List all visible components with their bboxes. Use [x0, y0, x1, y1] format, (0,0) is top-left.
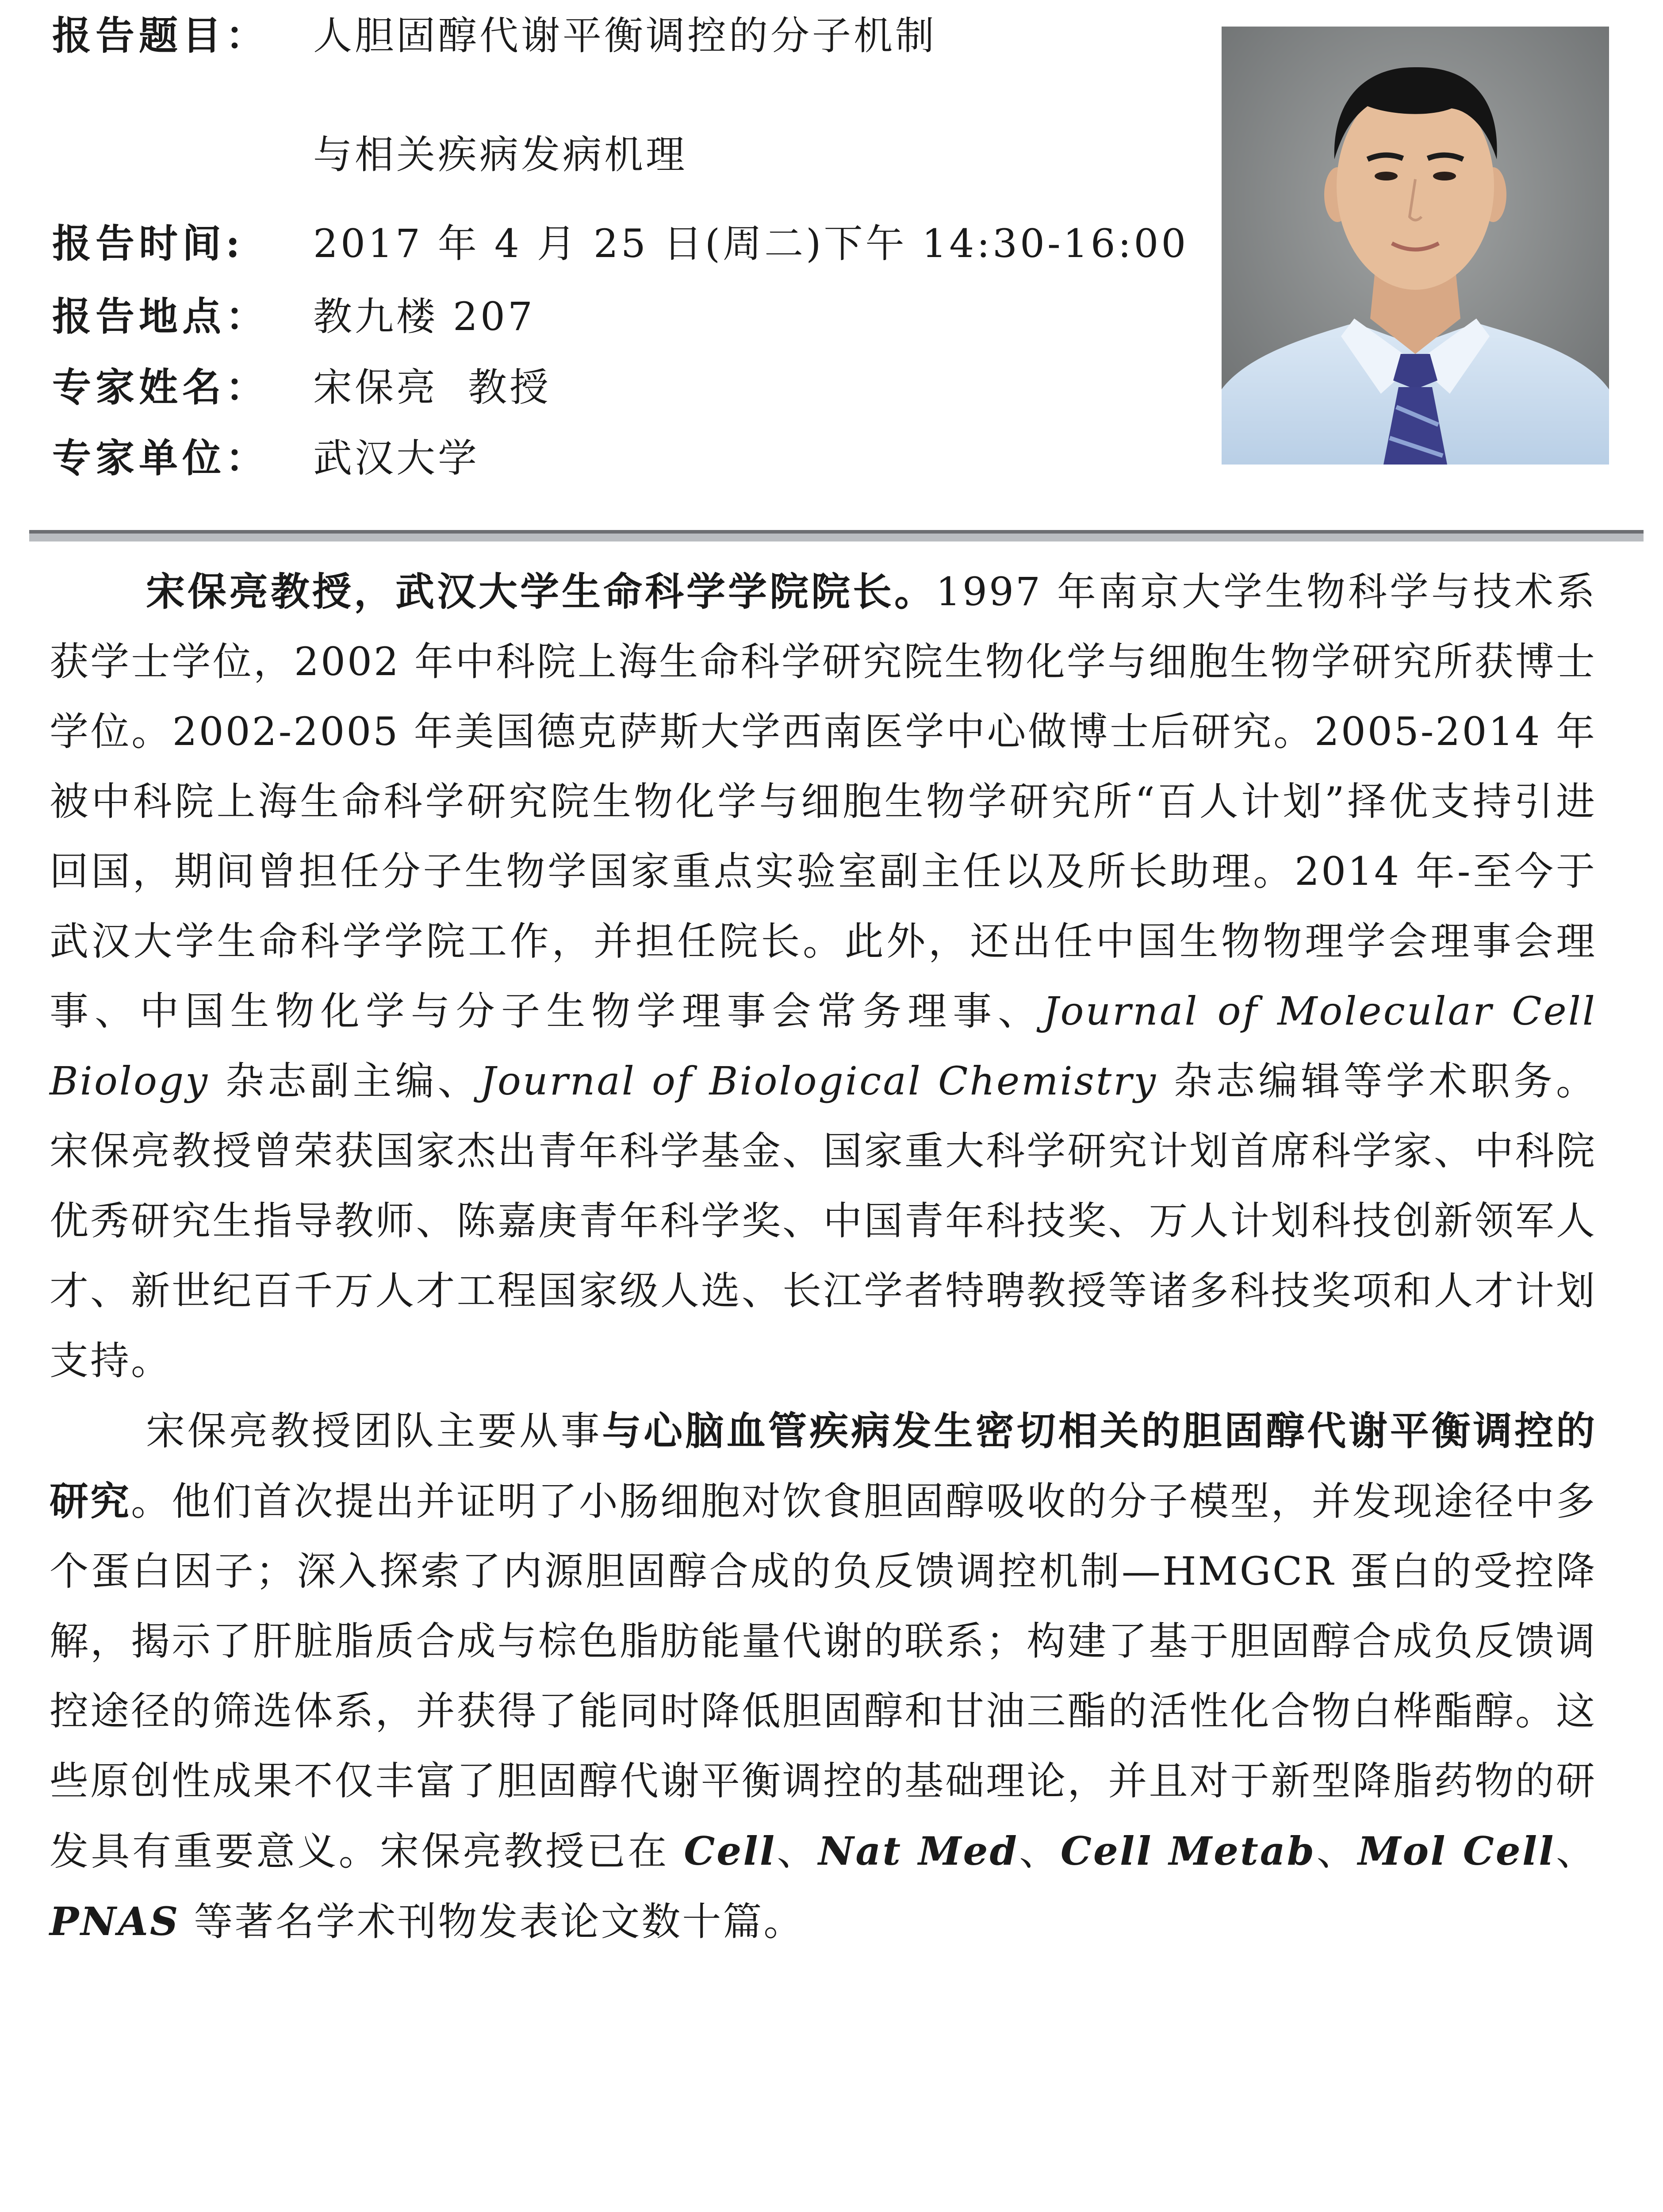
talk-title-line1: 人胆固醇代谢平衡调控的分子机制	[313, 13, 937, 58]
speaker-name-row	[52, 356, 551, 418]
research-focus: 与心脑血管疾病发生密切相关的胆固醇代谢平衡调控的研究	[50, 1408, 1597, 1524]
separator: 、	[776, 1828, 818, 1874]
separator: 、	[1555, 1828, 1597, 1874]
journal-name: Cell	[684, 1828, 777, 1874]
speaker-unit-value: 武汉大学	[313, 435, 480, 481]
talk-title-label: 报告题目：	[52, 12, 269, 58]
talk-place-row	[52, 285, 535, 347]
journal-title: Journal of Biological Chemistry	[480, 1058, 1157, 1104]
bio-text: 杂志副主编、	[209, 1058, 480, 1104]
talk-title-row	[52, 4, 937, 66]
bio-text: 1997 年南京大学生物科学与技术系获学士学位，2002 年中科院上海生命科学研究院生物化学与细胞生物学研究所获博士学位。2002-2005 年美国德克萨斯大学西南医学中心做博士后研究。2005-2014 年被中科院上海生命科学研究院生物化学与细胞生物学研究所“百人计划”择优支持引进回国，期间曾担任分子生物学国家重点实验室副主任以及所长助理。2014 年-至今于武汉大学生命科学学院工作，并担任院长。此外，还出任中国生物物理学会理事会理事、中国生物化学与分子生物学理事会常务理事、	[50, 569, 1597, 1034]
journal-name: Mol Cell	[1358, 1828, 1556, 1874]
talk-title-line2: 与相关疾病发病机理	[313, 132, 688, 177]
talk-time-value: 2017 年 4 月 25 日(周二)下午 14:30-16:00	[313, 221, 1189, 266]
bio-lead-sentence: 宋保亮教授，武汉大学生命科学学院院长。	[146, 568, 936, 614]
bio-paragraph-1	[50, 557, 1597, 1396]
bio-text: 宋保亮教授团队主要从事	[146, 1408, 602, 1454]
speaker-unit-label: 专家单位：	[52, 435, 269, 481]
portrait-icon	[1222, 27, 1609, 465]
speaker-portrait-photo	[1222, 27, 1609, 465]
speaker-unit-row	[52, 427, 479, 489]
section-divider	[29, 530, 1644, 541]
talk-place-value: 教九楼 207	[313, 294, 535, 339]
journal-title: Journal of Molecular Cell Biology	[50, 988, 1597, 1104]
speaker-name-label: 专家姓名：	[52, 364, 269, 410]
bio-text: 等著名学术刊物发表论文数十篇。	[180, 1899, 805, 1944]
talk-place-label: 报告地点：	[52, 293, 269, 339]
journal-name: PNAS	[50, 1898, 180, 1944]
bio-paragraph-2	[50, 1396, 1597, 1957]
separator: 、	[1019, 1828, 1061, 1874]
journal-name: Cell Metab	[1060, 1828, 1316, 1874]
speaker-biography	[50, 557, 1597, 1957]
talk-time-label: 报告时间:	[52, 220, 245, 266]
bio-text: 。他们首次提出并证明了小肠细胞对饮食胆固醇吸收的分子模型，并发现途径中多个蛋白因子；深入探索了内源胆固醇合成的负反馈调控机制—HMGCR 蛋白的受控降解，揭示了肝脏脂质合成与棕色脂肪能量代谢的联系；构建了基于胆固醇合成负反馈调控途径的筛选体系，并获得了能同时降低胆固醇和甘油三酯的活性化合物白桦酯醇。这些原创性成果不仅丰富了胆固醇代谢平衡调控的基础理论，并且对于新型降脂药物的研发具有重要意义。宋保亮教授已在	[50, 1479, 1597, 1874]
bio-text: 杂志编辑等学术职务。宋保亮教授曾荣获国家杰出青年科学基金、国家重大科学研究计划首席科学家、中科院优秀研究生指导教师、陈嘉庚青年科学奖、中国青年科技奖、万人计划科技创新领军人才、新世纪百千万人才工程国家级人选、长江学者特聘教授等诸多科技奖项和人才计划支持。	[50, 1058, 1597, 1383]
journal-name: Nat Med	[818, 1828, 1019, 1874]
talk-time-row	[52, 212, 1188, 274]
separator: 、	[1316, 1828, 1358, 1874]
speaker-name-value: 宋保亮 教授	[313, 365, 551, 410]
